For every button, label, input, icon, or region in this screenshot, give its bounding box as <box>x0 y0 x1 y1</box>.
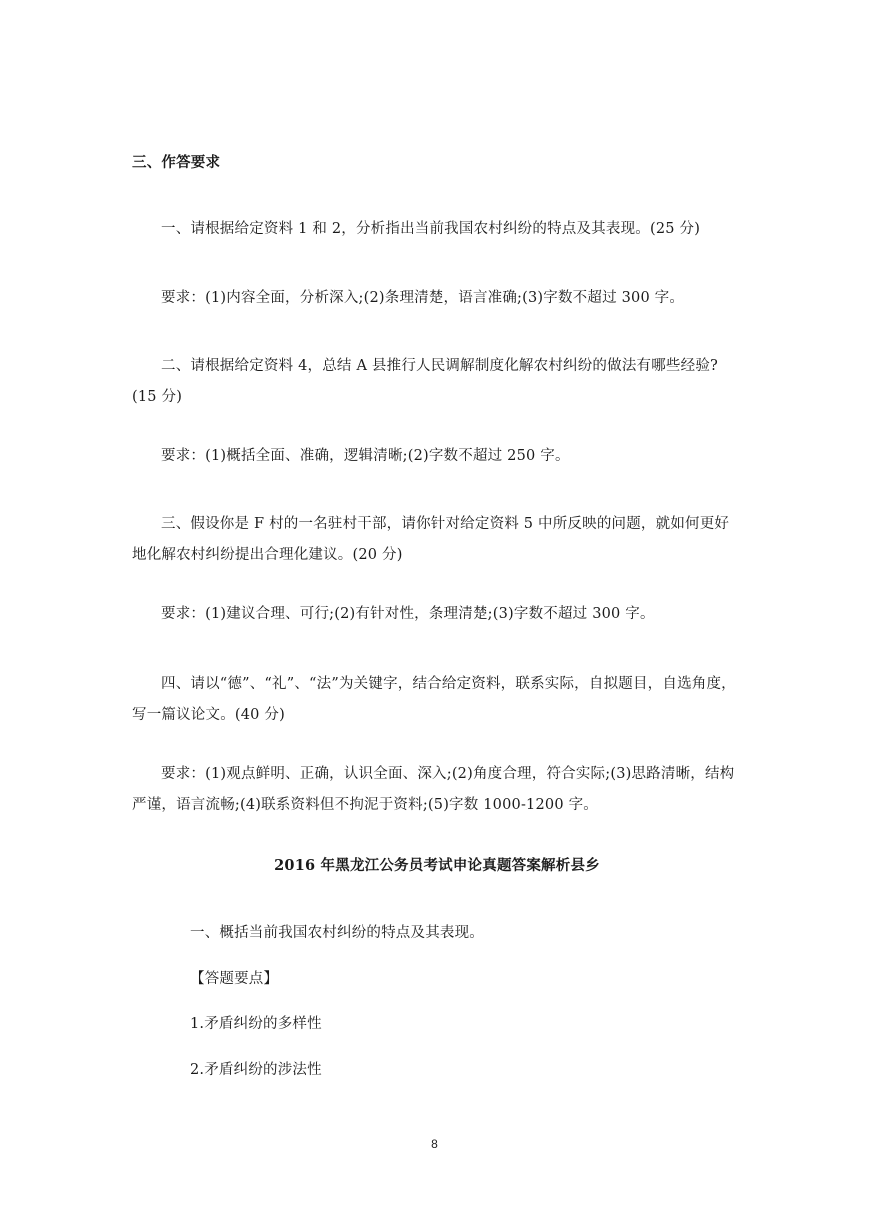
page-number: 8 <box>431 1137 438 1151</box>
key-points-label: 【答题要点】 <box>190 971 279 987</box>
question-3: 三、假设你是 F 村的一名驻村干部，请你针对给定资料 5 中所反映的问题，就如何更好地化解农村纠纷提出合理化建议。(20 分) <box>132 516 730 563</box>
answer-title: 2016 年黑龙江公务员考试申论真题答案解析县乡 <box>274 857 600 874</box>
question-3-requirement: 要求：(1)建议合理、可行;(2)有针对性，条理清楚;(3)字数不超过 300 字。 <box>161 606 655 622</box>
question-2-requirement: 要求：(1)概括全面、准确，逻辑清晰;(2)字数不超过 250 字。 <box>161 448 570 464</box>
question-2: 二、请根据给定资料 4，总结 A 县推行人民调解制度化解农村纠纷的做法有哪些经验?(15 分) <box>132 358 718 405</box>
question-1-requirement: 要求：(1)内容全面，分析深入;(2)条理清楚，语言准确;(3)字数不超过 300 字。 <box>161 290 685 306</box>
question-4: 四、请以“德”、“礼”、“法”为关键字，结合给定资料，联系实际，自拟题目，自选角度，写一篇议论文。(40 分) <box>132 676 736 723</box>
question-1: 一、请根据给定资料 1 和 2，分析指出当前我国农村纠纷的特点及其表现。(25 分) <box>161 221 701 237</box>
question-4-requirement: 要求：(1)观点鲜明、正确，认识全面、深入;(2)角度合理，符合实际;(3)思路清晰，结构严谨，语言流畅;(4)联系资料但不拘泥于资料;(5)字数 1000-1200 字。 <box>132 766 735 813</box>
key-point-2: 2.矛盾纠纷的涉法性 <box>190 1062 322 1078</box>
key-point-1: 1.矛盾纠纷的多样性 <box>190 1016 322 1032</box>
answer-question-1: 一、概括当前我国农村纠纷的特点及其表现。 <box>190 925 484 941</box>
section-heading: 三、作答要求 <box>132 154 221 171</box>
